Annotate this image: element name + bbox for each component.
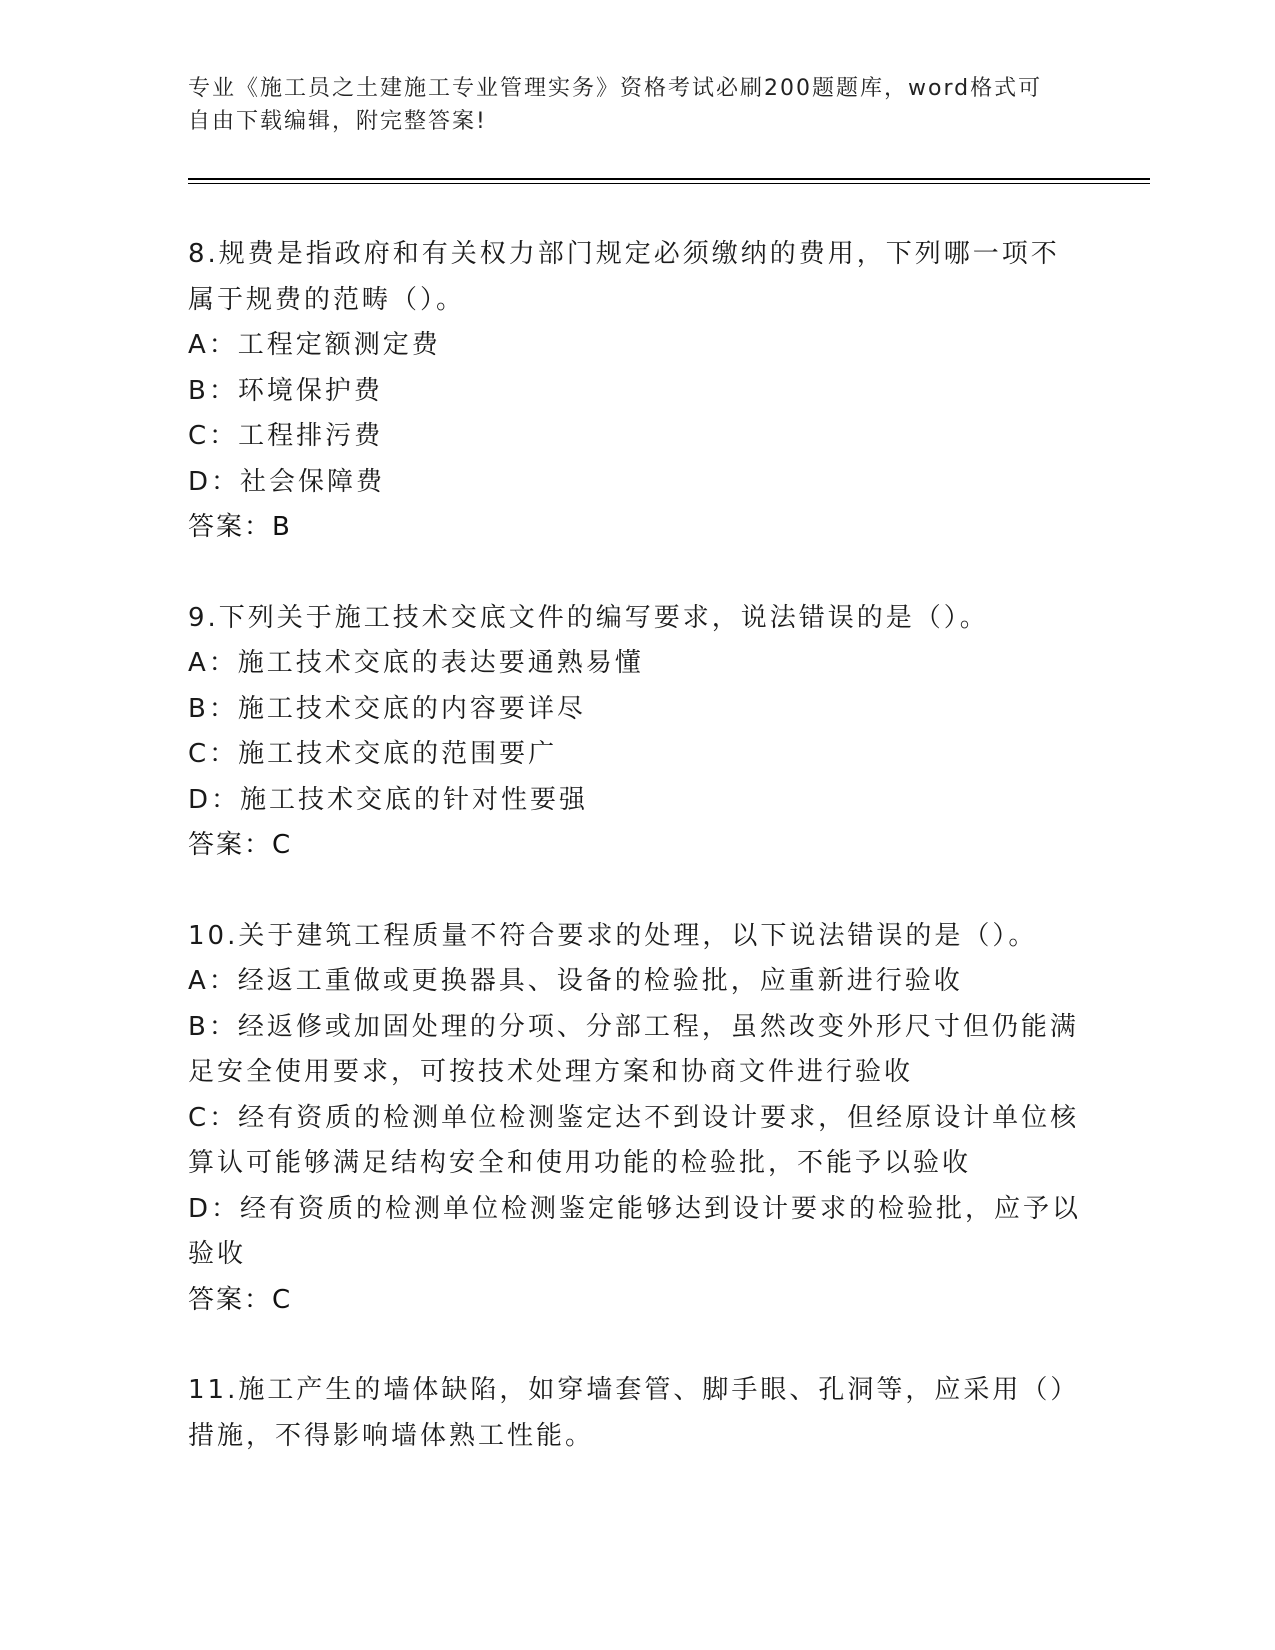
question-stem-line: 10.关于建筑工程质量不符合要求的处理，以下说法错误的是（）。 [188, 920, 1038, 951]
question-block [188, 1368, 1088, 1459]
question-stem-line: 9.下列关于施工技术交底文件的编写要求，说法错误的是（）。 [188, 602, 989, 633]
option-line: A：施工技术交底的表达要通熟易懂 [188, 648, 644, 678]
question-block [188, 596, 1088, 869]
option-line: B：环境保护费 [188, 375, 383, 406]
header-line-1: 专业《施工员之土建施工专业管理实务》资格考试必刷200题题库，word格式可 [188, 76, 1043, 101]
question-list [188, 232, 1088, 1504]
question-block [188, 232, 1088, 551]
option-line: D：经有资质的检测单位检测鉴定能够达到设计要求的检验批，应予以 [188, 1193, 1082, 1224]
question-block [188, 914, 1088, 1324]
option-line: C：经有资质的检测单位检测鉴定达不到设计要求，但经原设计单位核 [188, 1102, 1080, 1133]
option-line: 算认可能够满足结构安全和使用功能的检验批，不能予以验收 [188, 1148, 972, 1178]
question-stem-line: 11.施工产生的墙体缺陷，如穿墙套管、脚手眼、孔洞等，应采用（） [188, 1375, 1080, 1405]
option-line: B：施工技术交底的内容要详尽 [188, 693, 586, 724]
option-line: C：施工技术交底的范围要广 [188, 739, 558, 769]
header-divider [188, 178, 1150, 184]
option-line: A：工程定额测定费 [188, 330, 441, 360]
option-line: A：经返工重做或更换器具、设备的检验批，应重新进行验收 [188, 966, 963, 996]
header-line-2: 自由下载编辑，附完整答案! [188, 109, 487, 134]
option-line: 足安全使用要求，可按技术处理方案和协商文件进行验收 [188, 1057, 914, 1087]
document-header [188, 72, 1088, 138]
option-line: C：工程排污费 [188, 421, 384, 451]
option-line: D：施工技术交底的针对性要强 [188, 784, 589, 815]
answer-text: 答案：C [188, 830, 293, 860]
question-stem-line: 8.规费是指政府和有关权力部门规定必须缴纳的费用，下列哪一项不 [188, 239, 1060, 269]
option-line: B：经返修或加固处理的分项、分部工程，虽然改变外形尺寸但仍能满 [188, 1011, 1079, 1042]
answer-text: 答案：B [188, 512, 292, 542]
option-line: 验收 [188, 1239, 247, 1269]
question-stem-line: 属于规费的范畴（）。 [188, 284, 466, 315]
question-stem-line: 措施，不得影响墙体熟工性能。 [188, 1420, 595, 1451]
answer-text: 答案：C [188, 1284, 293, 1315]
option-line: D：社会保障费 [188, 466, 386, 497]
